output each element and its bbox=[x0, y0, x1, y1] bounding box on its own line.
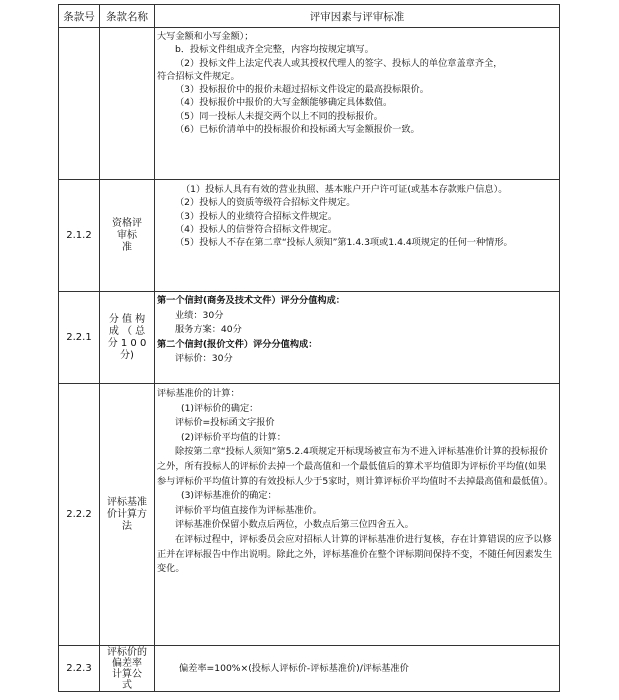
criteria-line: (2)评标价平均值的计算： bbox=[181, 431, 286, 443]
criteria-line: （4）投标人的信誉符合招标文件规定。 bbox=[175, 223, 338, 235]
clause-name-line: 式 bbox=[122, 679, 132, 691]
clause-name-line: 偏差率 bbox=[112, 657, 142, 669]
criteria-content bbox=[155, 646, 560, 692]
criteria-line: （3）投标人的业绩符合招标文件规定。 bbox=[175, 210, 338, 222]
criteria-paragraph: 在评标过程中，评标委员会应对招标人计算的评标基准价进行复核，存在计算错误的应予以修正并在评标报告中作出说明。除此之外，评标基准价在整个评标期间保持不变，不随任何因素发生变化。 bbox=[157, 533, 553, 575]
header-clause-number: 条款号 bbox=[59, 5, 100, 28]
clause-name-line: 分 1 0 0 bbox=[107, 337, 147, 349]
clause-number: 2.1.2 bbox=[59, 180, 100, 292]
criteria-content bbox=[155, 180, 560, 292]
criteria-line: （5）投标人不存在第二章“投标人须知”第1.4.3项或1.4.4项规定的任何一种情形。 bbox=[175, 237, 513, 249]
criteria-line: （2）投标人的资质等级符合招标文件规定。 bbox=[175, 197, 356, 209]
evaluation-criteria-table bbox=[58, 4, 560, 692]
clause-name-line: 评标基准 bbox=[107, 496, 147, 508]
table-row bbox=[59, 292, 560, 384]
criteria-line: 评标价平均值直接作为评标基准价。 bbox=[175, 504, 322, 516]
header-clause-name: 条款名称 bbox=[100, 5, 155, 28]
table-row bbox=[59, 646, 560, 692]
clause-number: 2.2.2 bbox=[59, 384, 100, 646]
table-header-row bbox=[59, 5, 560, 28]
clause-name-line: 准 bbox=[122, 241, 132, 253]
criteria-line: 大写金额和小写金额）； bbox=[157, 31, 254, 42]
clause-name-line: 审标 bbox=[117, 229, 137, 241]
criteria-line: b．投标文件组成齐全完整，内容均按规定填写。 bbox=[175, 44, 374, 56]
clause-name-line: 成 （ 总 bbox=[108, 325, 146, 337]
clause-name bbox=[100, 384, 155, 646]
clause-name bbox=[100, 28, 155, 180]
criteria-line: 评标价：30分 bbox=[175, 353, 233, 364]
criteria-line: 评标价=投标函文字报价 bbox=[175, 417, 275, 429]
deviation-rate-formula: 偏差率=100%×(投标人评标价-评标基准价)/评标基准价 bbox=[179, 662, 409, 674]
clause-name-line: 分 值 构 bbox=[108, 313, 146, 325]
clause-name-line: 价计算方 bbox=[107, 508, 147, 520]
criteria-line: 业绩：30分 bbox=[175, 309, 224, 321]
clause-number: 2.2.1 bbox=[59, 292, 100, 384]
envelope-one-heading: 第一个信封(商务及技术文件）评分分值构成： bbox=[157, 295, 345, 306]
criteria-content bbox=[155, 28, 560, 180]
clause-name-line: 法 bbox=[122, 520, 132, 532]
clause-name-line: 资格评 bbox=[112, 217, 142, 229]
criteria-line: (3)评标基准价的确定： bbox=[181, 490, 277, 502]
clause-name-line: 分) bbox=[120, 349, 134, 361]
criteria-line: （3）投标报价中的报价未超过招标文件设定的最高投标限价。 bbox=[175, 84, 429, 96]
criteria-line: （6）已标价清单中的投标报价和投标函大写金额报价一致。 bbox=[175, 124, 420, 136]
criteria-line: 服务方案：40分 bbox=[175, 324, 242, 335]
criteria-line: （2）投标文件上法定代表人或其授权代理人的签字、投标人的单位章盖章齐全， bbox=[175, 57, 503, 69]
criteria-line: （1）投标人具有有效的营业执照、基本账户开户许可证(或基本存款账户信息）。 bbox=[181, 184, 508, 195]
criteria-content bbox=[155, 292, 560, 384]
criteria-line: (1)评标价的确定： bbox=[181, 402, 259, 414]
clause-name bbox=[100, 180, 155, 292]
envelope-two-heading: 第二个信封(报价文件）评分分值构成： bbox=[157, 338, 318, 350]
table-row bbox=[59, 28, 560, 180]
clause-name-line: 计算公 bbox=[112, 668, 142, 680]
clause-number: 2.2.3 bbox=[59, 646, 100, 692]
table-row bbox=[59, 384, 560, 646]
criteria-paragraph: 除按第二章“投标人须知”第5.2.4项规定开标现场被宣布为不进入评标基准价计算的投标报价之外，所有投标人的评标价去掉一个最高值和一个最低值后的算术平均值即为评标价平均值(如果参与评标价平均值计算的有效投标人少于5家时，则计算评标价平均值时不去掉最高值和最低值）。 bbox=[157, 446, 554, 487]
clause-name bbox=[100, 292, 155, 384]
clause-name bbox=[100, 646, 155, 692]
clause-number bbox=[59, 28, 100, 180]
criteria-line: （4）投标报价中报价的大写金额能够确定具体数值。 bbox=[175, 97, 393, 109]
criteria-line: （5）同一投标人未提交两个以上不同的投标报价。 bbox=[175, 110, 383, 122]
criteria-line: 评标基准价保留小数点后两位，小数点后第三位四舍五入。 bbox=[175, 519, 414, 531]
clause-name-line: 评标价的 bbox=[107, 646, 147, 658]
criteria-line: 评标基准价的计算： bbox=[157, 388, 240, 399]
header-criteria: 评审因素与评审标准 bbox=[155, 5, 560, 28]
table-row bbox=[59, 180, 560, 292]
criteria-content bbox=[155, 384, 560, 646]
criteria-line: 符合招标文件规定。 bbox=[157, 70, 240, 82]
